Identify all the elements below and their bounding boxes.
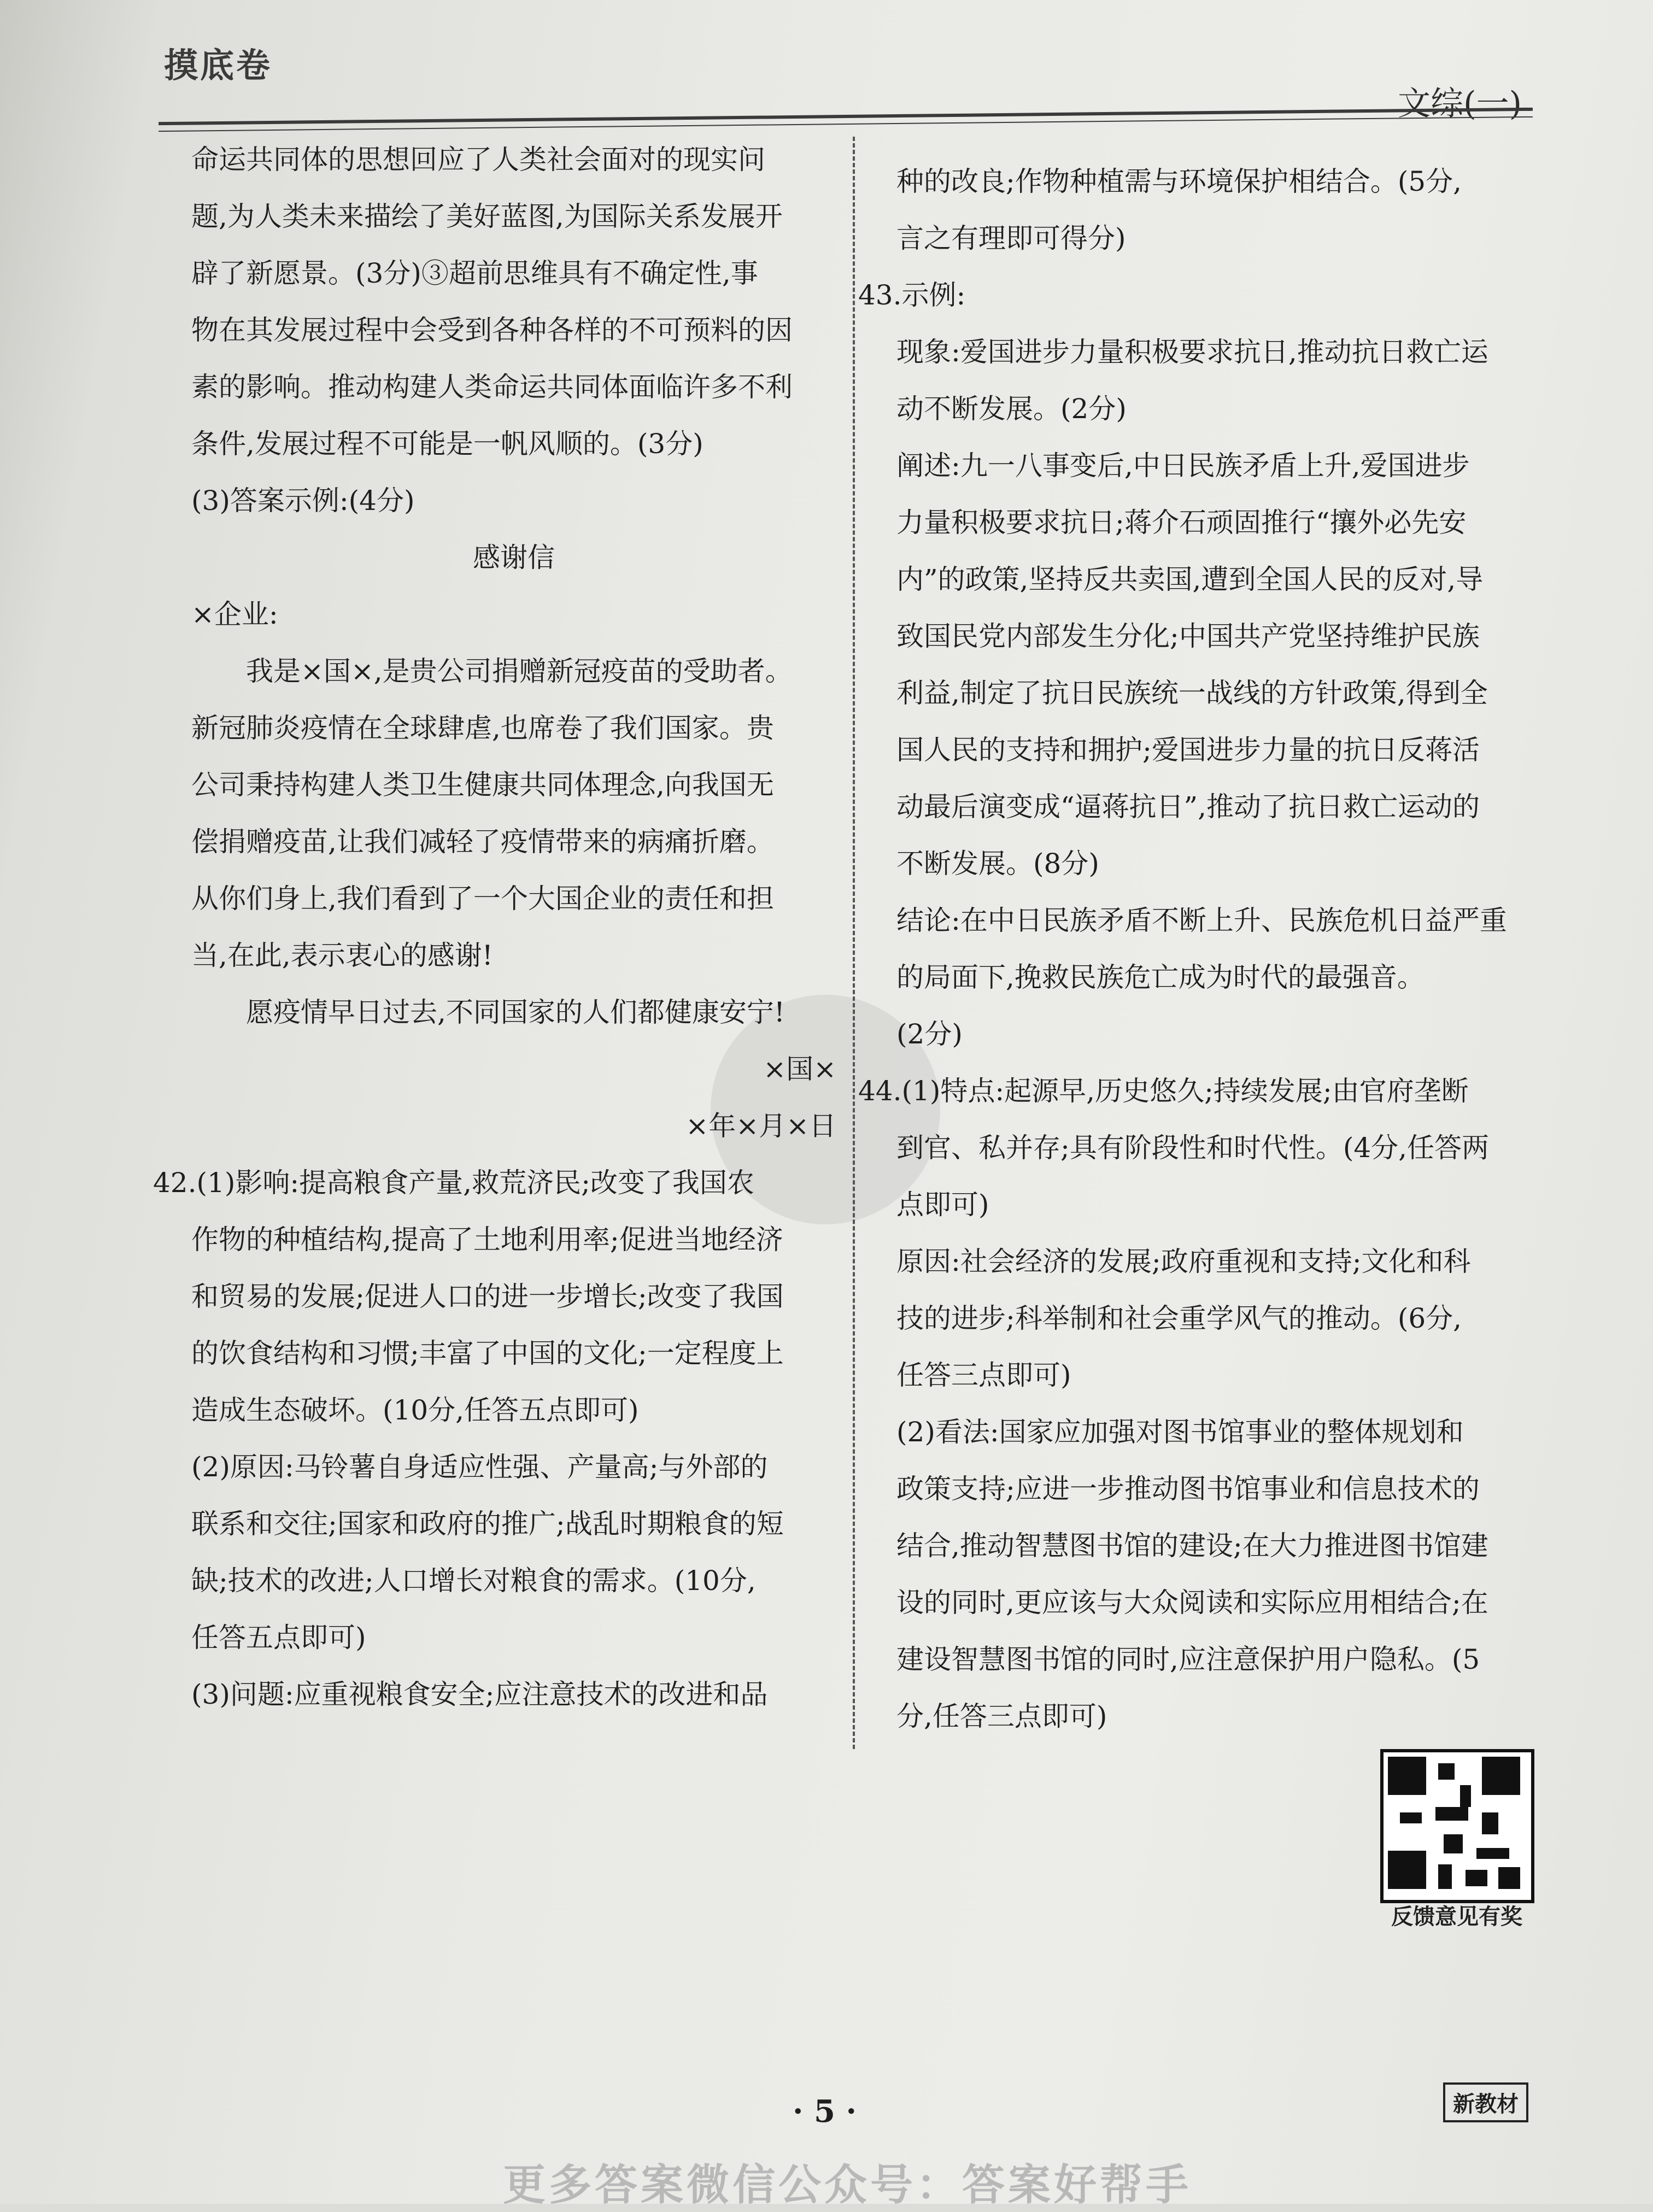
header-right-title: 文综(一) (1398, 85, 1522, 123)
text-line: 条件,发展过程不可能是一帆风顺的。(3分) (191, 428, 704, 460)
text-line: 点即可) (896, 1189, 989, 1221)
question-42-line: 缺;技术的改进;人口增长对粮食的需求。(10分, (191, 1565, 756, 1597)
question-44-line: 44.(1)特点:起源早,历史悠久;持续发展;由官府垄断 (858, 1075, 1469, 1107)
text-line: 力量积极要求抗日;蒋介石顽固推行“攘外必先安 (896, 507, 1467, 538)
left-column (153, 131, 836, 1723)
question-42-line: 任答五点即可) (191, 1622, 366, 1653)
text-line: 不断发展。(8分) (896, 848, 1099, 879)
letter-line: 愿疫情早日过去,不同国家的人们都健康安宁! (246, 996, 785, 1028)
letter-signer: ×国× (763, 1053, 836, 1085)
watermark-text: 更多答案微信公众号：答案好帮手 (503, 2161, 1192, 2210)
letter-line: 公司秉持构建人类卫生健康共同体理念,向我国无 (191, 769, 774, 801)
question-42-line: 和贸易的发展;促进人口的进一步增长;改变了我国 (191, 1281, 784, 1312)
page-number: · 5 · (793, 2093, 857, 2129)
letter-salutation: ×企业: (191, 599, 278, 630)
text-line: 结合,推动智慧图书馆的建设;在大力推进图书馆建 (896, 1530, 1488, 1562)
text-line: 动最后演变成“逼蒋抗日”,推动了抗日救亡运动的 (896, 791, 1480, 823)
text-line: 言之有理即可得分) (896, 222, 1126, 254)
letter-line: 从你们身上,我们看到了一个大国企业的责任和担 (191, 883, 774, 914)
text-line: 命运共同体的思想回应了人类社会面对的现实问 (191, 144, 765, 175)
question-42-line: (2)原因:马铃薯自身适应性强、产量高;与外部的 (191, 1451, 768, 1483)
text-line: 阐述:九一八事变后,中日民族矛盾上升,爱国进步 (896, 450, 1470, 482)
text-line: 分,任答三点即可) (896, 1700, 1107, 1732)
letter-line: 新冠肺炎疫情在全球肆虐,也席卷了我们国家。贵 (191, 712, 774, 744)
qr-code-icon[interactable] (1380, 1749, 1534, 1903)
text-line: 题,为人类未来描绘了美好蓝图,为国际关系发展开 (191, 201, 783, 232)
question-42-line: 42.(1)影响:提高粮食产量,救荒济民;改变了我国农 (153, 1167, 754, 1199)
text-line: 政策支持;应进一步推动图书馆事业和信息技术的 (896, 1473, 1480, 1505)
text-line: 辟了新愿景。(3分)③超前思维具有不确定性,事 (191, 257, 758, 289)
text-line: 物在其发展过程中会受到各种各样的不可预料的因 (191, 314, 793, 346)
text-line: 设的同时,更应该与大众阅读和实际应用相结合;在 (896, 1587, 1488, 1618)
text-line: 任答三点即可) (896, 1359, 1071, 1391)
text-line: 动不断发展。(2分) (896, 393, 1127, 425)
text-line: 原因:社会经济的发展;政府重视和支持;文化和科 (896, 1246, 1471, 1277)
text-line: (3)答案示例:(4分) (191, 485, 415, 517)
qr-caption: 反馈意见有奖 (1391, 1904, 1522, 1929)
text-line: (2分) (896, 1018, 963, 1050)
letter-line: 当,在此,表示衷心的感谢! (191, 940, 493, 971)
text-line: 技的进步;科举制和社会重学风气的推动。(6分, (896, 1302, 1462, 1334)
text-line: 建设智慧图书馆的同时,应注意保护用户隐私。(5 (896, 1644, 1480, 1675)
question-42-line: 联系和交往;国家和政府的推广;战乱时期粮食的短 (191, 1508, 784, 1540)
text-line: 素的影响。推动构建人类命运共同体面临许多不利 (191, 371, 793, 403)
question-42-line: 作物的种植结构,提高了土地利用率;促进当地经济 (191, 1224, 783, 1255)
right-column (858, 153, 1541, 1745)
question-43-label: 43.示例: (858, 279, 966, 311)
text-line: 国人民的支持和拥护;爱国进步力量的抗日反蒋活 (896, 734, 1480, 766)
question-42-line: 的饮食结构和习惯;丰富了中国的文化;一定程度上 (191, 1337, 784, 1369)
header-left-title: 摸底卷 (164, 45, 273, 85)
text-line: (2)看法:国家应加强对图书馆事业的整体规划和 (896, 1416, 1464, 1448)
new-textbook-badge: 新教材 (1443, 2082, 1528, 2122)
text-line: 现象:爱国进步力量积极要求抗日,推动抗日救亡运 (896, 336, 1488, 368)
letter-title: 感谢信 (473, 542, 555, 573)
text-line: 内”的政策,坚持反共卖国,遭到全国人民的反对,导 (896, 564, 1484, 595)
letter-line: 我是×国×,是贵公司捐赠新冠疫苗的受助者。 (246, 655, 793, 687)
text-line: 结论:在中日民族矛盾不断上升、民族危机日益严重 (896, 905, 1507, 936)
header-rule-thin (159, 116, 1533, 132)
question-42-line: (3)问题:应重视粮食安全;应注意技术的改进和品 (191, 1679, 768, 1710)
text-line: 利益,制定了抗日民族统一战线的方针政策,得到全 (896, 677, 1488, 709)
text-line: 致国民党内部发生分化;中国共产党坚持维护民族 (896, 620, 1480, 652)
column-divider (853, 137, 855, 1749)
header-rule-thick (159, 108, 1533, 125)
letter-date: ×年×月×日 (685, 1110, 836, 1142)
text-line: 到官、私并存;具有阶段性和时代性。(4分,任答两 (896, 1132, 1490, 1164)
letter-line: 偿捐赠疫苗,让我们减轻了疫情带来的病痛折磨。 (191, 826, 774, 858)
question-42-line: 造成生态破坏。(10分,任答五点即可) (191, 1394, 639, 1426)
text-line: 的局面下,挽救民族危亡成为时代的最强音。 (896, 961, 1425, 993)
text-line: 种的改良;作物种植需与环境保护相结合。(5分, (896, 166, 1462, 197)
